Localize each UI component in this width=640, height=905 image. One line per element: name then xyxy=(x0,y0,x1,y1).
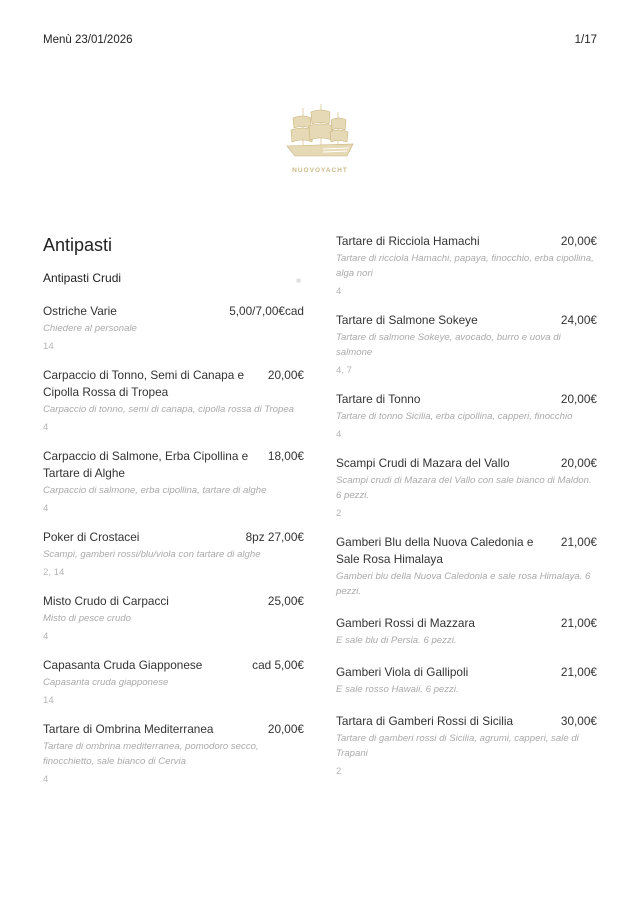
item-price: 20,00€ xyxy=(267,368,304,382)
item-name: Gamberi Viola di Gallipoli xyxy=(336,665,469,679)
menu-item xyxy=(43,529,304,580)
menu-item-row xyxy=(336,391,597,408)
item-description: Carpaccio di tonno, semi di canapa, cipolla rossa di Tropea xyxy=(43,404,294,415)
item-description: Capasanta cruda giapponese xyxy=(43,677,169,688)
item-allergens: 4 xyxy=(43,503,49,514)
menu-item-list xyxy=(336,233,597,779)
menu-item xyxy=(43,593,304,644)
item-price: 20,00€ xyxy=(267,722,304,736)
menu-item-row xyxy=(43,657,304,674)
item-description: Tartare di gamberi rossi di Sicilia, agrumi, capperi, sale di Trapani xyxy=(336,733,579,759)
item-name: Gamberi Blu della Nuova Caledonia e Sale Rosa Himalaya xyxy=(336,535,534,566)
subsection-title xyxy=(43,270,304,287)
item-name: Poker di Crostacei xyxy=(43,530,140,544)
item-allergens: 2, 14 xyxy=(43,567,65,578)
menu-item-row xyxy=(336,615,597,632)
item-name: Tartare di Tonno xyxy=(336,392,421,406)
menu-item xyxy=(336,615,597,648)
menu-item xyxy=(336,233,597,299)
item-price: 21,00€ xyxy=(560,665,597,679)
menu-date-header: Menù 23/01/2026 xyxy=(43,34,133,46)
menu-item xyxy=(43,448,304,516)
item-name: Ostriche Varie xyxy=(43,304,117,318)
dot-icon: ■ xyxy=(296,276,301,285)
item-description: Carpaccio di salmone, erba cipollina, tartare di alghe xyxy=(43,485,267,496)
item-description: Gamberi blu della Nuova Caledonia e sale rosa Himalaya. 6 pezzi. xyxy=(336,571,591,597)
menu-item-row xyxy=(43,448,304,482)
item-name: Gamberi Rossi di Mazzara xyxy=(336,616,475,630)
item-allergens: 4 xyxy=(43,422,49,433)
item-allergens: 2 xyxy=(336,766,342,777)
item-price: 20,00€ xyxy=(560,234,597,248)
item-name: Carpaccio di Salmone, Erba Cipollina e Tartare di Alghe xyxy=(43,449,249,480)
menu-item-row xyxy=(336,455,597,472)
menu-item xyxy=(336,391,597,442)
page-number: 1/17 xyxy=(574,34,597,46)
right-column xyxy=(336,233,597,792)
menu-item-row xyxy=(43,529,304,546)
item-allergens: 14 xyxy=(43,695,54,706)
item-price: 5,00/7,00€cad xyxy=(229,304,304,318)
menu-item xyxy=(336,664,597,697)
item-allergens: 4, 7 xyxy=(336,365,353,376)
item-description: E sale rosso Hawaii. 6 pezzi. xyxy=(336,684,459,695)
item-description: Misto di pesce crudo xyxy=(43,613,131,624)
item-description: Tartare di ricciola Hamachi, papaya, finocchio, erba cipollina, alga nori xyxy=(336,253,594,279)
item-name: Tartare di Ricciola Hamachi xyxy=(336,234,480,248)
item-description: Chiedere al personale xyxy=(43,323,137,334)
logo-text: NUOVOYACHT xyxy=(292,167,348,174)
item-price: 21,00€ xyxy=(560,535,597,549)
item-description: Tartare di tonno Sicilia, erba cipollina, capperi, finocchio xyxy=(336,411,573,422)
menu-item-row xyxy=(43,593,304,610)
item-allergens: 2 xyxy=(336,508,342,519)
section-title: Antipasti xyxy=(43,235,113,255)
item-allergens: 4 xyxy=(336,429,342,440)
item-name: Carpaccio di Tonno, Semi di Canapa e Cipolla Rossa di Tropea xyxy=(43,368,245,399)
menu-item xyxy=(43,303,304,354)
menu-item-list xyxy=(43,303,304,787)
menu-item xyxy=(43,367,304,435)
menu-item-row xyxy=(336,233,597,250)
item-price: 20,00€ xyxy=(560,456,597,470)
item-allergens: 14 xyxy=(43,341,54,352)
item-name: Tartara di Gamberi Rossi di Sicilia xyxy=(336,714,514,728)
item-name: Scampi Crudi di Mazara del Vallo xyxy=(336,456,510,470)
menu-item xyxy=(336,312,597,378)
item-allergens: 4 xyxy=(43,774,49,785)
item-allergens: 4 xyxy=(43,631,49,642)
menu-item-row xyxy=(43,721,304,738)
item-description: Tartare di salmone Sokeye, avocado, burro e uova di salmone xyxy=(336,332,561,358)
item-description: Tartare di ombrina mediterranea, pomodoro secco, finocchietto, sale bianco di Cervia xyxy=(43,741,259,767)
item-price: 21,00€ xyxy=(560,616,597,630)
sailing-ship-logo-icon xyxy=(283,100,357,172)
item-price: 25,00€ xyxy=(267,594,304,608)
item-price: 18,00€ xyxy=(267,449,304,463)
item-price: 20,00€ xyxy=(560,392,597,406)
menu-item xyxy=(336,455,597,521)
menu-item xyxy=(336,534,597,599)
item-description: Scampi crudi di Mazara del Vallo con sale bianco di Maldon. 6 pezzi. xyxy=(336,475,592,501)
menu-item xyxy=(43,657,304,708)
item-allergens: 4 xyxy=(336,286,342,297)
menu-item-row xyxy=(336,713,597,730)
subsection-label: Antipasti Crudi xyxy=(43,271,122,285)
item-name: Misto Crudo di Carpacci xyxy=(43,594,169,608)
item-description: Scampi, gamberi rossi/blu/viola con tartare di alghe xyxy=(43,549,261,560)
item-name: Tartare di Ombrina Mediterranea xyxy=(43,722,214,736)
menu-item xyxy=(43,721,304,787)
menu-item-row xyxy=(336,534,597,568)
menu-item xyxy=(336,713,597,779)
item-price: 24,00€ xyxy=(560,313,597,327)
item-price: 30,00€ xyxy=(560,714,597,728)
item-price: 8pz 27,00€ xyxy=(245,530,304,544)
menu-item-row xyxy=(43,367,304,401)
menu-item-row xyxy=(336,312,597,329)
menu-item-row xyxy=(43,303,304,320)
menu-item-row xyxy=(336,664,597,681)
left-column xyxy=(43,233,304,800)
item-name: Tartare di Salmone Sokeye xyxy=(336,313,478,327)
item-description: E sale blu di Persia. 6 pezzi. xyxy=(336,635,457,646)
item-price: cad 5,00€ xyxy=(252,658,304,672)
item-name: Capasanta Cruda Giapponese xyxy=(43,658,203,672)
